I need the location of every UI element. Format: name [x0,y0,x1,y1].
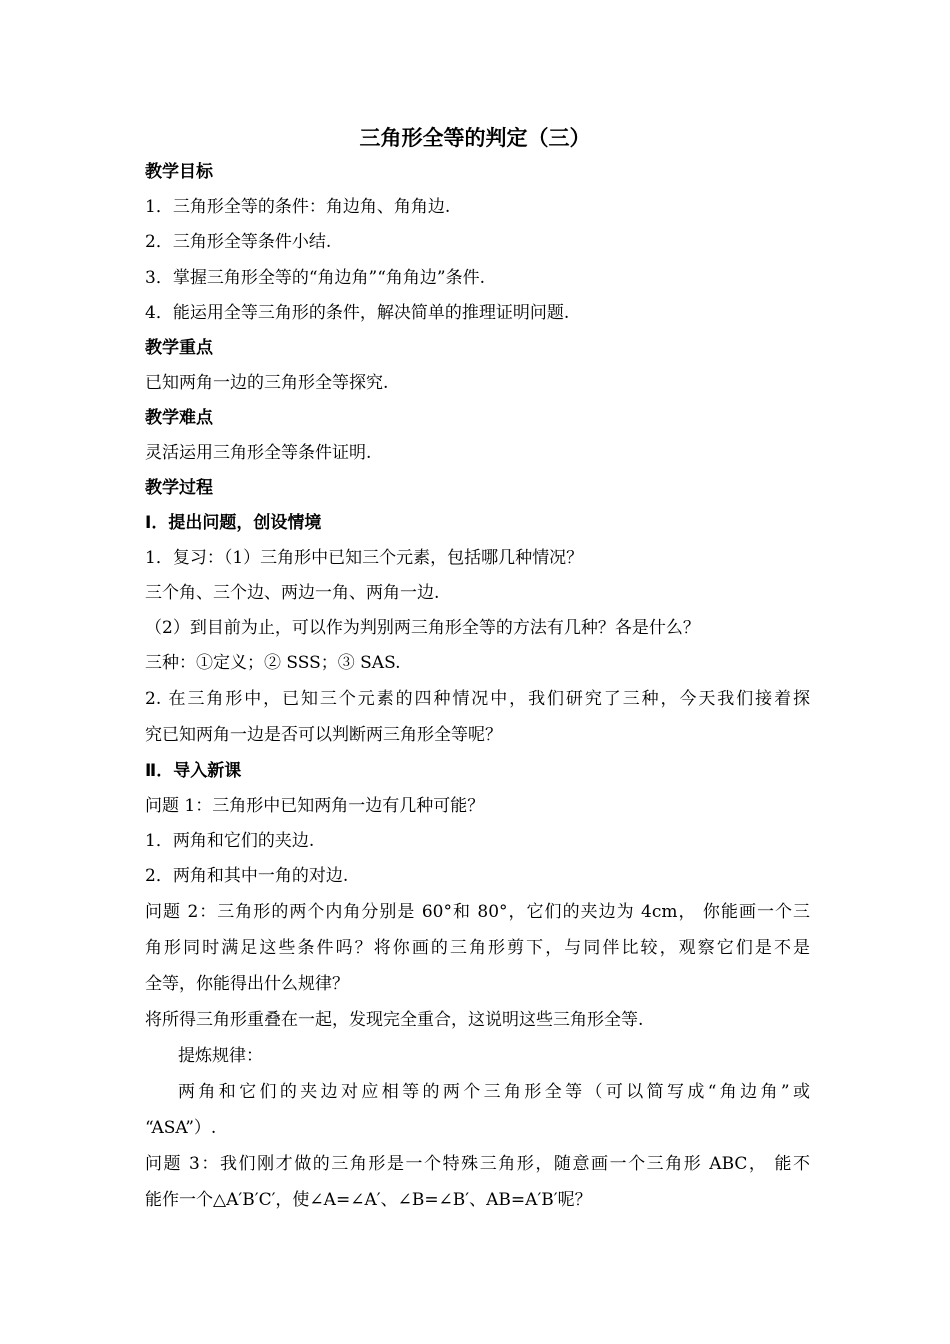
body-line: 角形同时满足这些条件吗？将你画的三角形剪下，与同伴比较，观察它们是不是 [145,938,810,958]
section-heading-key-points: 教学重点 [145,338,213,358]
body-line-indented: 提炼规律： [178,1046,263,1066]
body-line: 问题 3：我们刚才做的三角形是一个特殊三角形，随意画一个三角形 ABC， 能不 [145,1154,810,1174]
section-heading-process: 教学过程 [145,478,213,498]
body-line: 将所得三角形重叠在一起，发现完全重合，这说明这些三角形全等. [145,1010,644,1030]
subsection-heading-2: Ⅱ．导入新课 [145,761,242,781]
body-line: 1．复习：（1）三角形中已知三个元素，包括哪几种情况？ [145,548,584,568]
body-line: 全等，你能得出什么规律？ [145,974,349,994]
body-line: 能作一个△A′B′C′，使∠A=∠A′、∠B=∠B′、AB=A′B′呢？ [145,1190,592,1210]
body-line: （2）到目前为止，可以作为判别两三角形全等的方法有几种？各是什么？ [145,618,700,638]
body-line: 三个角、三个边、两边一角、两角一边. [145,583,440,603]
body-line: 2．两角和其中一角的对边. [145,866,349,886]
objective-item: 4．能运用全等三角形的条件，解决简单的推理证明问题. [145,303,570,323]
objective-item: 2．三角形全等条件小结. [145,232,332,252]
body-line: 1．两角和它们的夹边. [145,831,315,851]
key-point-text: 已知两角一边的三角形全等探究. [145,373,389,393]
section-heading-objectives: 教学目标 [145,162,213,182]
section-heading-difficulties: 教学难点 [145,408,213,428]
subsection-heading-1: Ⅰ．提出问题，创设情境 [145,513,322,533]
body-line: 问题 2：三角形的两个内角分别是 60°和 80°，它们的夹边为 4cm， 你能画一个三 [145,902,810,922]
objective-item: 1．三角形全等的条件：角边角、角角边. [145,197,451,217]
rule-statement-cont: “ASA”）. [145,1118,217,1138]
body-line: 2. 在三角形中，已知三个元素的四种情况中，我们研究了三种，今天我们接着探 [145,689,810,709]
page-title: 三角形全等的判定（三） [359,126,591,150]
difficulty-text: 灵活运用三角形全等条件证明. [145,443,372,463]
objective-item: 3．掌握三角形全等的“角边角”“角角边”条件. [145,268,485,288]
body-line: 三种：①定义；② SSS；③ SAS. [145,653,401,673]
body-line: 究已知两角一边是否可以判断两三角形全等呢？ [145,725,502,745]
rule-statement: 两角和它们的夹边对应相等的两个三角形全等（可以简写成“角边角”或 [178,1082,810,1102]
body-line: 问题 1：三角形中已知两角一边有几种可能？ [145,796,485,816]
